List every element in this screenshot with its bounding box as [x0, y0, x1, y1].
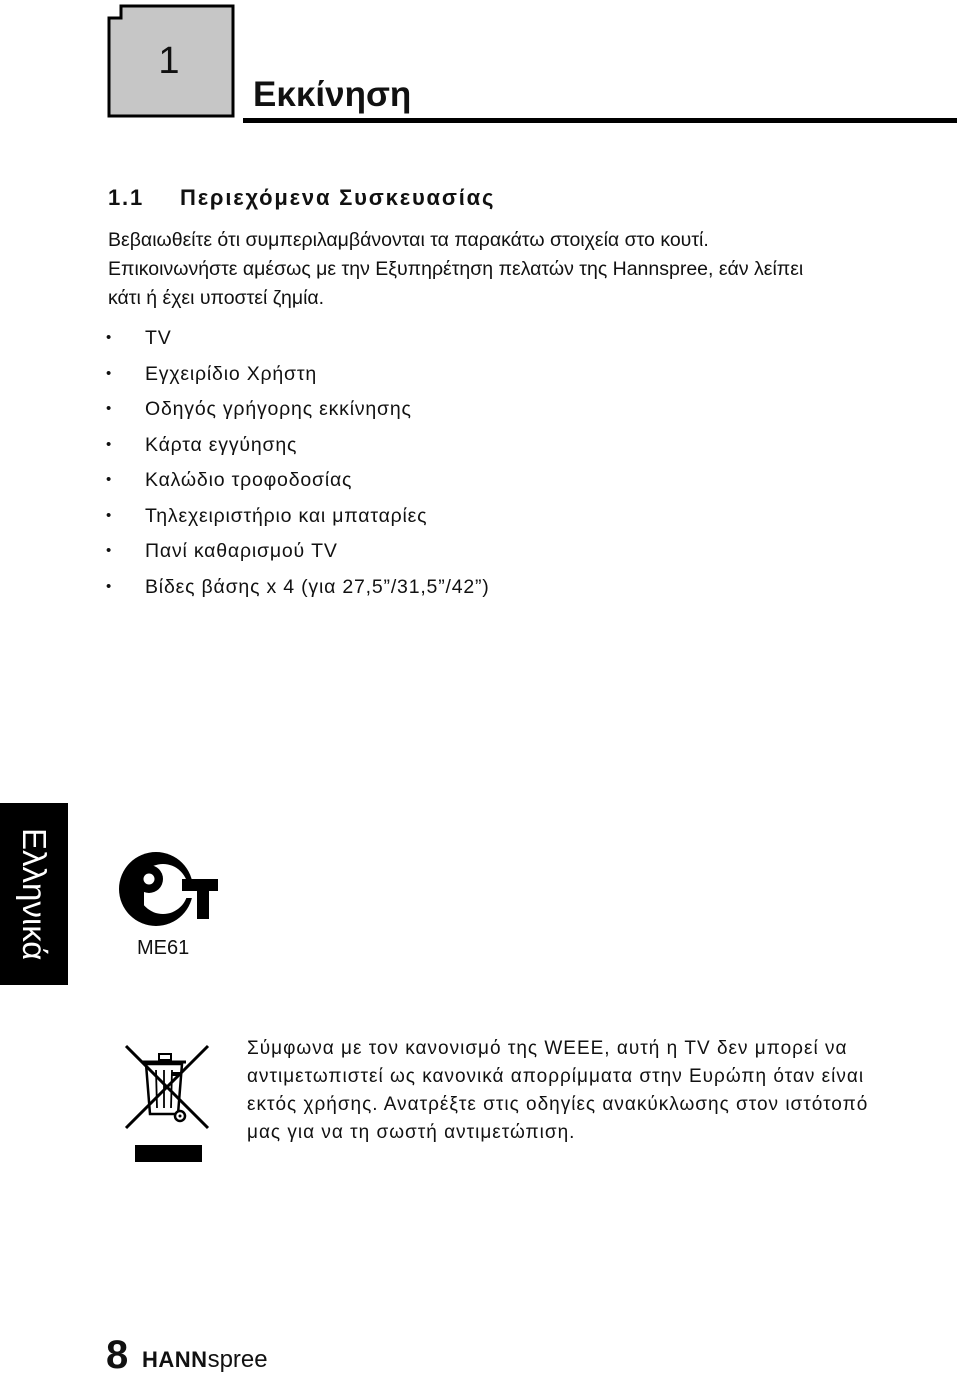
- intro-line: κάτι ή έχει υποστεί ζημία.: [108, 287, 325, 309]
- intro-line: Βεβαιωθείτε ότι συμπεριλαμβάνονται τα παρακάτω στοιχεία στο κουτί.: [108, 229, 709, 251]
- list-item-text: Πανί καθαρισμού TV: [145, 540, 338, 562]
- list-item-text: Βίδες βάσης x 4 (για 27,5”/31,5”/42”): [145, 576, 490, 598]
- bullet: •: [106, 578, 113, 595]
- bullet: •: [106, 365, 113, 382]
- crossed-out-wheelie-bin-icon: [122, 1042, 212, 1132]
- bullet: •: [106, 436, 113, 453]
- section-title: Περιεχόμενα Συσκευασίας: [180, 185, 496, 210]
- section-number: 1.1: [108, 185, 144, 210]
- list-item-text: Τηλεχειριστήριο και μπαταρίες: [145, 505, 428, 527]
- brand-logo-bold: HANN: [142, 1347, 208, 1372]
- bullet: •: [106, 542, 113, 559]
- weee-notice-line: Σύμφωνα με τον κανονισμό της WEEE, αυτή η TV δεν μπορεί να: [247, 1038, 848, 1059]
- list-item-text: TV: [145, 327, 172, 349]
- brand-logo-light: spree: [207, 1346, 268, 1373]
- chapter-title-rule: [243, 118, 957, 123]
- intro-line: Επικοινωνήστε αμέσως με την Εξυπηρέτηση πελατών της Hannspree, εάν λείπει: [108, 258, 804, 280]
- weee-notice-line: εκτός χρήσης. Ανατρέξτε στις οδηγίες ανακύκλωσης στον ιστότοπό: [247, 1094, 869, 1115]
- weee-notice-line: μας για να τη σωστή αντιμετώπιση.: [247, 1122, 576, 1143]
- list-item-text: Οδηγός γρήγορης εκκίνησης: [145, 398, 412, 420]
- chapter-title: Εκκίνηση: [253, 75, 412, 114]
- bullet: •: [106, 471, 113, 488]
- hannspree-logo: [142, 1343, 268, 1380]
- list-item-text: Κάρτα εγγύησης: [145, 434, 298, 456]
- weee-notice-line: αντιμετωπιστεί ως κανονικά απορρίμματα στην Ευρώπη όταν είναι: [247, 1066, 865, 1087]
- bullet: •: [106, 507, 113, 524]
- language-side-tab: [0, 803, 68, 985]
- page-number: 8: [106, 1333, 129, 1377]
- bullet: •: [106, 329, 113, 346]
- language-tab-label: Ελληνικά: [16, 827, 53, 961]
- chapter-number: 1: [158, 39, 180, 82]
- weee-black-bar: [135, 1145, 202, 1162]
- certification-code: ME61: [137, 937, 190, 959]
- list-item-text: Καλώδιο τροφοδοσίας: [145, 469, 353, 491]
- list-item-text: Εγχειρίδιο Χρήστη: [145, 363, 318, 385]
- pct-certification-mark-icon: [116, 850, 218, 928]
- bullet: •: [106, 400, 113, 417]
